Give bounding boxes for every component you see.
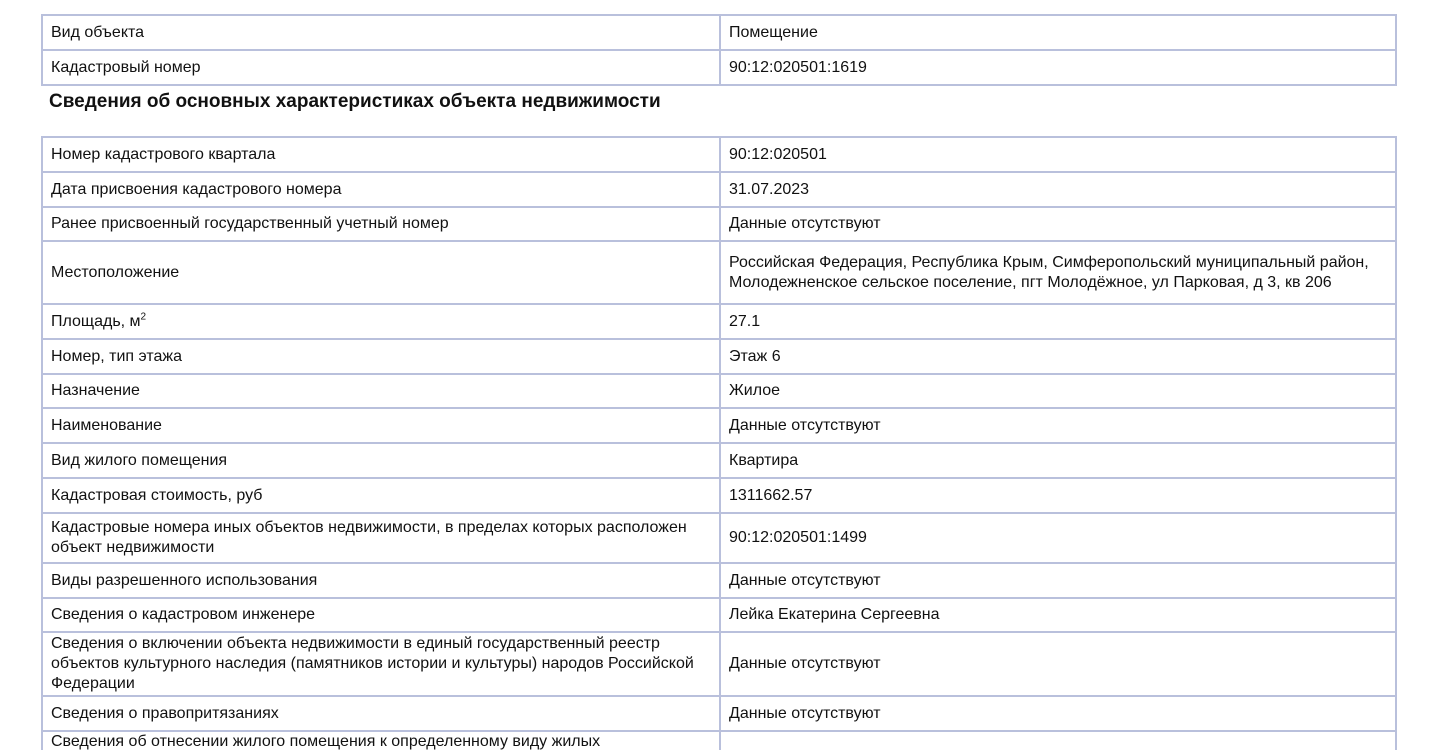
row-label xyxy=(42,731,720,750)
row-label-text: Дата присвоения кадастрового номера xyxy=(51,180,342,198)
row-value: Квартира xyxy=(720,443,1396,478)
row-label-text: Сведения о правопритязаниях xyxy=(51,704,279,722)
row-label xyxy=(42,696,720,731)
row-label xyxy=(42,513,720,563)
table-row xyxy=(42,50,1396,85)
table-row xyxy=(42,598,1396,632)
row-label xyxy=(42,598,720,632)
table-row xyxy=(42,241,1396,304)
table-row xyxy=(42,513,1396,563)
section-title: Сведения об основных характеристиках объекта недвижимости xyxy=(49,91,661,112)
table-row xyxy=(42,207,1396,241)
row-label-text: Сведения о включении объекта недвижимости в единый государственный реестр объектов культурного наследия (памятников истории и культуры) народов Российской Федерации xyxy=(51,635,694,692)
row-label xyxy=(42,374,720,408)
row-value: 90:12:020501:1499 xyxy=(720,513,1396,563)
row-label xyxy=(42,632,720,696)
table-row xyxy=(42,408,1396,443)
row-label-text: Площадь, м xyxy=(51,312,141,330)
row-label xyxy=(42,207,720,241)
row-label xyxy=(42,443,720,478)
table-row xyxy=(42,304,1396,339)
row-label-text: Ранее присвоенный государственный учетный номер xyxy=(51,215,449,232)
table-row xyxy=(42,172,1396,207)
row-value: 90:12:020501:1619 xyxy=(720,50,1396,85)
row-label: Кадастровый номер xyxy=(42,50,720,85)
table-row xyxy=(42,137,1396,172)
row-value: 27.1 xyxy=(720,304,1396,339)
row-value: 90:12:020501 xyxy=(720,137,1396,172)
table-row xyxy=(42,478,1396,513)
row-label-text: Вид жилого помещения xyxy=(51,451,228,469)
object-header-table xyxy=(41,14,1397,86)
row-value: Этаж 6 xyxy=(720,339,1396,374)
row-value: 31.07.2023 xyxy=(720,172,1396,207)
row-label xyxy=(42,137,720,172)
table-row xyxy=(42,339,1396,374)
table-row xyxy=(42,632,1396,696)
row-label-text: Назначение xyxy=(51,382,140,399)
row-value: Данные отсутствуют xyxy=(720,408,1396,443)
table-row xyxy=(42,374,1396,408)
row-label xyxy=(42,304,720,339)
row-label xyxy=(42,241,720,304)
row-label-text: Местоположение xyxy=(51,263,180,281)
table-row xyxy=(42,563,1396,598)
table-row xyxy=(42,731,1396,750)
row-label-text: Наименование xyxy=(51,416,162,434)
characteristics-table xyxy=(41,136,1397,750)
table-row xyxy=(42,443,1396,478)
table-row xyxy=(42,15,1396,50)
row-label-text: Сведения о кадастровом инженере xyxy=(51,606,316,623)
row-label xyxy=(42,172,720,207)
row-label xyxy=(42,339,720,374)
row-value xyxy=(720,731,1396,750)
row-label-text: Кадастровая стоимость, руб xyxy=(51,486,263,504)
table-row xyxy=(42,696,1396,731)
row-label-text: Номер кадастрового квартала xyxy=(51,145,276,163)
row-label-text: Номер, тип этажа xyxy=(51,347,182,365)
row-value: Данные отсутствуют xyxy=(720,696,1396,731)
row-label xyxy=(42,478,720,513)
row-value: 1311662.57 xyxy=(720,478,1396,513)
superscript: 2 xyxy=(140,311,147,323)
row-label-text: Виды разрешенного использования xyxy=(51,571,318,589)
row-label-text: Кадастровые номера иных объектов недвижимости, в пределах которых расположен объект недвижимости xyxy=(51,519,687,556)
row-value: Российская Федерация, Республика Крым, Симферопольский муниципальный район, Молодежненское сельское поселение, пгт Молодёжное, ул Парковая, д 3, кв 206 xyxy=(720,241,1396,304)
row-label xyxy=(42,563,720,598)
row-value: Данные отсутствуют xyxy=(720,632,1396,696)
row-value: Помещение xyxy=(720,15,1396,50)
row-value: Лейка Екатерина Сергеевна xyxy=(720,598,1396,632)
row-value: Данные отсутствуют xyxy=(720,207,1396,241)
row-label: Вид объекта xyxy=(42,15,720,50)
row-value: Жилое xyxy=(720,374,1396,408)
row-label-text: Сведения об отнесении жилого помещения к определенному виду жилых xyxy=(51,733,601,750)
row-value: Данные отсутствуют xyxy=(720,563,1396,598)
row-label xyxy=(42,408,720,443)
